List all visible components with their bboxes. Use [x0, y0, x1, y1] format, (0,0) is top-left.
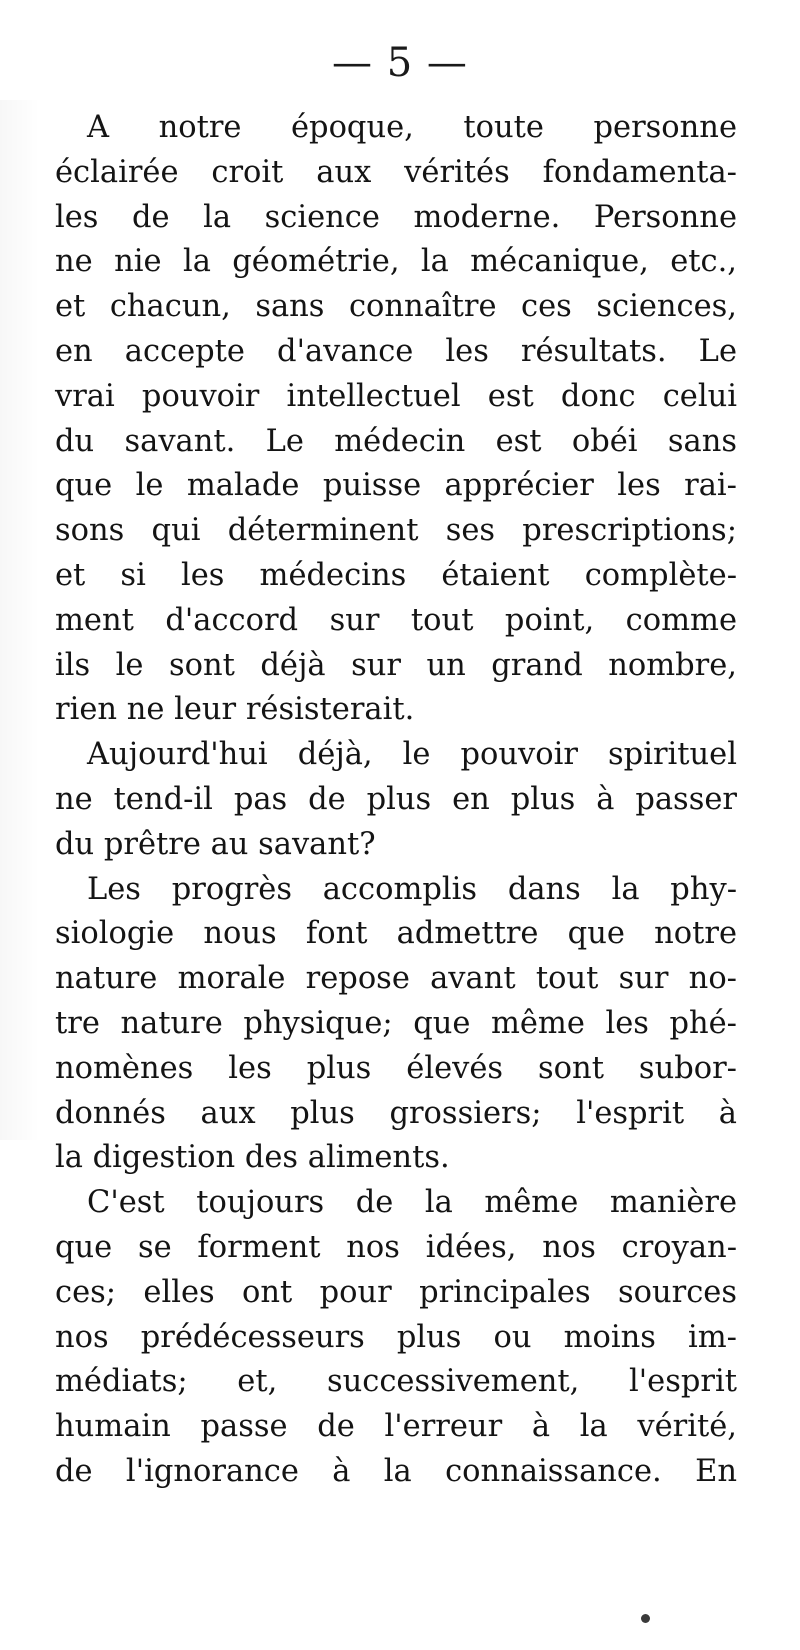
page-number: — 5 — — [332, 40, 468, 86]
paragraph-1 — [55, 106, 737, 733]
text-line: que se forment nos idées, nos croyan- — [55, 1229, 737, 1265]
text-line: nature morale repose avant tout sur no- — [55, 961, 737, 997]
text-line: A notre époque, toute personne — [87, 110, 737, 145]
paragraph-2 — [55, 733, 737, 867]
text-line: ment d'accord sur tout point, comme — [55, 602, 737, 638]
text-line: nos prédécesseurs plus ou moins im- — [55, 1319, 737, 1355]
text-line: tre nature physique; que même les phé- — [55, 1005, 737, 1041]
text-line: en accepte d'avance les résultats. Le — [55, 333, 737, 369]
text-line: et chacun, sans connaître ces sciences, — [55, 289, 737, 325]
text-line: ne nie la géométrie, la mécanique, etc., — [55, 244, 737, 280]
text-line: nomènes les plus élevés sont subor- — [55, 1050, 737, 1086]
text-line: du prêtre au savant? — [55, 826, 376, 862]
text-line: ils le sont déjà sur un grand nombre, — [55, 647, 737, 683]
body-text — [55, 106, 737, 1495]
text-line: humain passe de l'erreur à la vérité, — [55, 1409, 737, 1445]
text-line: éclairée croit aux vérités fondamenta- — [55, 154, 737, 190]
text-line: siologie nous font admettre que notre — [55, 916, 737, 952]
text-line: du savant. Le médecin est obéi sans — [55, 423, 737, 459]
text-line: rien ne leur résisterait. — [55, 692, 415, 728]
text-line: donnés aux plus grossiers; l'esprit à — [55, 1095, 737, 1131]
ink-dot — [641, 1614, 650, 1623]
text-line: la digestion des aliments. — [55, 1140, 450, 1176]
text-line: de l'ignorance à la connaissance. En — [55, 1453, 737, 1489]
text-line: les de la science moderne. Personne — [55, 199, 737, 235]
text-line: Les progrès accomplis dans la phy- — [87, 871, 737, 907]
text-line: ces; elles ont pour principales sources — [55, 1274, 737, 1310]
text-line: sons qui déterminent ses prescriptions; — [55, 513, 737, 549]
text-line: Aujourd'hui déjà, le pouvoir spirituel — [87, 737, 737, 773]
paragraph-4 — [55, 1181, 737, 1495]
page-edge-shadow — [0, 100, 40, 1140]
paragraph-3 — [55, 868, 737, 1182]
text-line: et si les médecins étaient complète- — [55, 557, 737, 593]
text-line: ne tend-il pas de plus en plus à passer — [55, 781, 737, 817]
text-line: C'est toujours de la même manière — [87, 1185, 737, 1221]
text-line: médiats; et, successivement, l'esprit — [55, 1364, 737, 1400]
text-line: que le malade puisse apprécier les rai- — [55, 468, 737, 504]
text-line: vrai pouvoir intellectuel est donc celui — [55, 378, 737, 414]
